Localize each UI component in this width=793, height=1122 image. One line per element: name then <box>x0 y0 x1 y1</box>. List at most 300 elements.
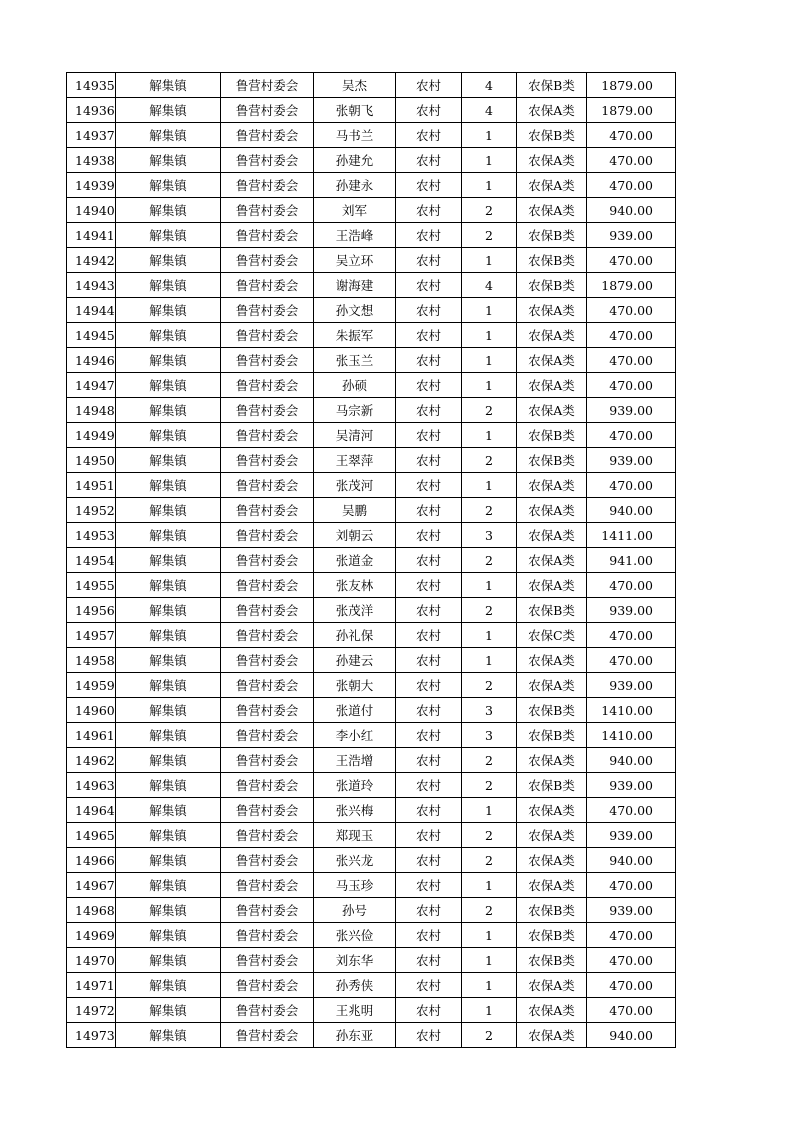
table-row <box>67 123 676 148</box>
family-size-cell: 1 <box>462 298 517 323</box>
table-row <box>67 448 676 473</box>
family-size-cell: 1 <box>462 798 517 823</box>
town-cell: 解集镇 <box>116 898 221 923</box>
village-committee-cell: 鲁营村委会 <box>221 1023 314 1048</box>
household-type-cell: 农村 <box>396 698 462 723</box>
table-row <box>67 973 676 998</box>
household-type-cell: 农村 <box>396 923 462 948</box>
household-type-cell: 农村 <box>396 623 462 648</box>
serial-number-cell: 14946 <box>67 348 116 373</box>
town-cell: 解集镇 <box>116 823 221 848</box>
name-cell: 吴杰 <box>314 73 396 98</box>
insurance-category-cell: 农保B类 <box>517 423 587 448</box>
household-type-cell: 农村 <box>396 848 462 873</box>
town-cell: 解集镇 <box>116 473 221 498</box>
village-committee-cell: 鲁营村委会 <box>221 948 314 973</box>
town-cell: 解集镇 <box>116 248 221 273</box>
table-row <box>67 748 676 773</box>
family-size-cell: 1 <box>462 348 517 373</box>
village-committee-cell: 鲁营村委会 <box>221 848 314 873</box>
amount-cell: 1411.00 <box>587 523 676 548</box>
serial-number-cell: 14952 <box>67 498 116 523</box>
table-row <box>67 948 676 973</box>
table-row <box>67 548 676 573</box>
insurance-category-cell: 农保A类 <box>517 323 587 348</box>
village-committee-cell: 鲁营村委会 <box>221 723 314 748</box>
name-cell: 吴鹏 <box>314 498 396 523</box>
family-size-cell: 2 <box>462 673 517 698</box>
amount-cell: 1879.00 <box>587 73 676 98</box>
serial-number-cell: 14948 <box>67 398 116 423</box>
amount-cell: 939.00 <box>587 223 676 248</box>
table-body <box>67 73 676 1048</box>
table-row <box>67 873 676 898</box>
amount-cell: 470.00 <box>587 948 676 973</box>
table-row <box>67 823 676 848</box>
insurance-category-cell: 农保A类 <box>517 348 587 373</box>
name-cell: 张茂洋 <box>314 598 396 623</box>
town-cell: 解集镇 <box>116 673 221 698</box>
town-cell: 解集镇 <box>116 773 221 798</box>
table-row <box>67 798 676 823</box>
household-type-cell: 农村 <box>396 648 462 673</box>
insurance-category-cell: 农保A类 <box>517 973 587 998</box>
town-cell: 解集镇 <box>116 373 221 398</box>
family-size-cell: 1 <box>462 423 517 448</box>
household-type-cell: 农村 <box>396 298 462 323</box>
table-row <box>67 723 676 748</box>
household-type-cell: 农村 <box>396 198 462 223</box>
table-row <box>67 848 676 873</box>
serial-number-cell: 14947 <box>67 373 116 398</box>
town-cell: 解集镇 <box>116 273 221 298</box>
family-size-cell: 1 <box>462 998 517 1023</box>
insurance-category-cell: 农保B类 <box>517 123 587 148</box>
serial-number-cell: 14951 <box>67 473 116 498</box>
insurance-category-cell: 农保B类 <box>517 923 587 948</box>
family-size-cell: 2 <box>462 823 517 848</box>
village-committee-cell: 鲁营村委会 <box>221 873 314 898</box>
family-size-cell: 1 <box>462 623 517 648</box>
village-committee-cell: 鲁营村委会 <box>221 548 314 573</box>
town-cell: 解集镇 <box>116 73 221 98</box>
insurance-category-cell: 农保A类 <box>517 398 587 423</box>
table-row <box>67 423 676 448</box>
town-cell: 解集镇 <box>116 848 221 873</box>
insurance-category-cell: 农保A类 <box>517 673 587 698</box>
town-cell: 解集镇 <box>116 973 221 998</box>
town-cell: 解集镇 <box>116 398 221 423</box>
serial-number-cell: 14962 <box>67 748 116 773</box>
insurance-category-cell: 农保A类 <box>517 798 587 823</box>
name-cell: 张道玲 <box>314 773 396 798</box>
insurance-category-cell: 农保A类 <box>517 648 587 673</box>
name-cell: 孙礼保 <box>314 623 396 648</box>
amount-cell: 470.00 <box>587 798 676 823</box>
amount-cell: 470.00 <box>587 573 676 598</box>
serial-number-cell: 14954 <box>67 548 116 573</box>
insurance-category-cell: 农保B类 <box>517 723 587 748</box>
household-type-cell: 农村 <box>396 423 462 448</box>
insurance-category-cell: 农保B类 <box>517 73 587 98</box>
village-committee-cell: 鲁营村委会 <box>221 248 314 273</box>
family-size-cell: 2 <box>462 223 517 248</box>
serial-number-cell: 14949 <box>67 423 116 448</box>
name-cell: 孙号 <box>314 898 396 923</box>
family-size-cell: 2 <box>462 773 517 798</box>
household-type-cell: 农村 <box>396 273 462 298</box>
amount-cell: 939.00 <box>587 673 676 698</box>
village-committee-cell: 鲁营村委会 <box>221 323 314 348</box>
village-committee-cell: 鲁营村委会 <box>221 998 314 1023</box>
name-cell: 刘东华 <box>314 948 396 973</box>
village-committee-cell: 鲁营村委会 <box>221 298 314 323</box>
household-type-cell: 农村 <box>396 498 462 523</box>
name-cell: 吴清河 <box>314 423 396 448</box>
village-committee-cell: 鲁营村委会 <box>221 648 314 673</box>
table-row <box>67 323 676 348</box>
table-row <box>67 898 676 923</box>
table-row <box>67 373 676 398</box>
amount-cell: 940.00 <box>587 748 676 773</box>
family-size-cell: 3 <box>462 723 517 748</box>
serial-number-cell: 14958 <box>67 648 116 673</box>
family-size-cell: 1 <box>462 173 517 198</box>
village-committee-cell: 鲁营村委会 <box>221 198 314 223</box>
family-size-cell: 1 <box>462 323 517 348</box>
insurance-category-cell: 农保A类 <box>517 498 587 523</box>
household-type-cell: 农村 <box>396 523 462 548</box>
amount-cell: 939.00 <box>587 598 676 623</box>
insurance-category-cell: 农保B类 <box>517 598 587 623</box>
town-cell: 解集镇 <box>116 523 221 548</box>
table-row <box>67 73 676 98</box>
serial-number-cell: 14940 <box>67 198 116 223</box>
town-cell: 解集镇 <box>116 623 221 648</box>
amount-cell: 470.00 <box>587 473 676 498</box>
table-row <box>67 1023 676 1048</box>
insurance-category-cell: 农保A类 <box>517 823 587 848</box>
table-row <box>67 923 676 948</box>
insurance-category-cell: 农保B类 <box>517 448 587 473</box>
serial-number-cell: 14960 <box>67 698 116 723</box>
household-type-cell: 农村 <box>396 723 462 748</box>
town-cell: 解集镇 <box>116 498 221 523</box>
town-cell: 解集镇 <box>116 998 221 1023</box>
village-committee-cell: 鲁营村委会 <box>221 473 314 498</box>
serial-number-cell: 14957 <box>67 623 116 648</box>
town-cell: 解集镇 <box>116 648 221 673</box>
family-size-cell: 1 <box>462 923 517 948</box>
serial-number-cell: 14953 <box>67 523 116 548</box>
insurance-category-cell: 农保A类 <box>517 523 587 548</box>
family-size-cell: 1 <box>462 573 517 598</box>
serial-number-cell: 14967 <box>67 873 116 898</box>
serial-number-cell: 14968 <box>67 898 116 923</box>
family-size-cell: 1 <box>462 148 517 173</box>
name-cell: 张道金 <box>314 548 396 573</box>
family-size-cell: 1 <box>462 248 517 273</box>
table-row <box>67 148 676 173</box>
village-committee-cell: 鲁营村委会 <box>221 923 314 948</box>
town-cell: 解集镇 <box>116 173 221 198</box>
town-cell: 解集镇 <box>116 723 221 748</box>
table-row <box>67 623 676 648</box>
household-type-cell: 农村 <box>396 773 462 798</box>
village-committee-cell: 鲁营村委会 <box>221 273 314 298</box>
name-cell: 孙建云 <box>314 648 396 673</box>
name-cell: 孙文想 <box>314 298 396 323</box>
serial-number-cell: 14969 <box>67 923 116 948</box>
village-committee-cell: 鲁营村委会 <box>221 798 314 823</box>
insurance-category-cell: 农保A类 <box>517 98 587 123</box>
household-type-cell: 农村 <box>396 798 462 823</box>
name-cell: 孙建永 <box>314 173 396 198</box>
family-size-cell: 1 <box>462 473 517 498</box>
household-type-cell: 农村 <box>396 873 462 898</box>
family-size-cell: 2 <box>462 548 517 573</box>
table-row <box>67 173 676 198</box>
household-type-cell: 农村 <box>396 148 462 173</box>
town-cell: 解集镇 <box>116 923 221 948</box>
household-type-cell: 农村 <box>396 998 462 1023</box>
town-cell: 解集镇 <box>116 348 221 373</box>
town-cell: 解集镇 <box>116 1023 221 1048</box>
insurance-category-cell: 农保A类 <box>517 573 587 598</box>
name-cell: 王浩增 <box>314 748 396 773</box>
village-committee-cell: 鲁营村委会 <box>221 823 314 848</box>
family-size-cell: 2 <box>462 398 517 423</box>
village-committee-cell: 鲁营村委会 <box>221 148 314 173</box>
amount-cell: 939.00 <box>587 823 676 848</box>
serial-number-cell: 14956 <box>67 598 116 623</box>
serial-number-cell: 14942 <box>67 248 116 273</box>
amount-cell: 470.00 <box>587 323 676 348</box>
insurance-category-cell: 农保B类 <box>517 898 587 923</box>
name-cell: 马书兰 <box>314 123 396 148</box>
family-size-cell: 2 <box>462 848 517 873</box>
name-cell: 谢海建 <box>314 273 396 298</box>
household-type-cell: 农村 <box>396 248 462 273</box>
table-row <box>67 773 676 798</box>
amount-cell: 1410.00 <box>587 723 676 748</box>
town-cell: 解集镇 <box>116 573 221 598</box>
village-committee-cell: 鲁营村委会 <box>221 698 314 723</box>
insurance-category-cell: 农保B类 <box>517 698 587 723</box>
amount-cell: 470.00 <box>587 923 676 948</box>
household-type-cell: 农村 <box>396 1023 462 1048</box>
amount-cell: 470.00 <box>587 248 676 273</box>
village-committee-cell: 鲁营村委会 <box>221 498 314 523</box>
table-row <box>67 348 676 373</box>
insurance-category-cell: 农保A类 <box>517 148 587 173</box>
name-cell: 孙秀侠 <box>314 973 396 998</box>
table-row <box>67 298 676 323</box>
insurance-category-cell: 农保A类 <box>517 998 587 1023</box>
insurance-category-cell: 农保C类 <box>517 623 587 648</box>
town-cell: 解集镇 <box>116 948 221 973</box>
name-cell: 郑现玉 <box>314 823 396 848</box>
family-size-cell: 4 <box>462 273 517 298</box>
town-cell: 解集镇 <box>116 798 221 823</box>
town-cell: 解集镇 <box>116 298 221 323</box>
serial-number-cell: 14963 <box>67 773 116 798</box>
amount-cell: 940.00 <box>587 848 676 873</box>
name-cell: 李小红 <box>314 723 396 748</box>
family-size-cell: 3 <box>462 523 517 548</box>
household-type-cell: 农村 <box>396 898 462 923</box>
household-type-cell: 农村 <box>396 823 462 848</box>
name-cell: 刘朝云 <box>314 523 396 548</box>
name-cell: 张玉兰 <box>314 348 396 373</box>
table-row <box>67 698 676 723</box>
village-committee-cell: 鲁营村委会 <box>221 173 314 198</box>
table-row <box>67 573 676 598</box>
household-type-cell: 农村 <box>396 73 462 98</box>
amount-cell: 939.00 <box>587 898 676 923</box>
name-cell: 王浩峰 <box>314 223 396 248</box>
village-committee-cell: 鲁营村委会 <box>221 73 314 98</box>
table-row <box>67 98 676 123</box>
family-size-cell: 4 <box>462 73 517 98</box>
village-committee-cell: 鲁营村委会 <box>221 573 314 598</box>
serial-number-cell: 14945 <box>67 323 116 348</box>
town-cell: 解集镇 <box>116 148 221 173</box>
household-type-cell: 农村 <box>396 573 462 598</box>
amount-cell: 470.00 <box>587 873 676 898</box>
serial-number-cell: 14943 <box>67 273 116 298</box>
name-cell: 张朝大 <box>314 673 396 698</box>
serial-number-cell: 14972 <box>67 998 116 1023</box>
amount-cell: 470.00 <box>587 423 676 448</box>
family-size-cell: 2 <box>462 598 517 623</box>
town-cell: 解集镇 <box>116 748 221 773</box>
village-committee-cell: 鲁营村委会 <box>221 98 314 123</box>
name-cell: 张兴俭 <box>314 923 396 948</box>
household-type-cell: 农村 <box>396 398 462 423</box>
town-cell: 解集镇 <box>116 548 221 573</box>
name-cell: 孙硕 <box>314 373 396 398</box>
household-type-cell: 农村 <box>396 348 462 373</box>
insurance-category-cell: 农保A类 <box>517 873 587 898</box>
table-row <box>67 223 676 248</box>
serial-number-cell: 14966 <box>67 848 116 873</box>
name-cell: 张友林 <box>314 573 396 598</box>
table-row <box>67 598 676 623</box>
household-type-cell: 农村 <box>396 948 462 973</box>
amount-cell: 470.00 <box>587 123 676 148</box>
household-type-cell: 农村 <box>396 448 462 473</box>
amount-cell: 470.00 <box>587 348 676 373</box>
family-size-cell: 2 <box>462 898 517 923</box>
serial-number-cell: 14964 <box>67 798 116 823</box>
household-type-cell: 农村 <box>396 598 462 623</box>
insurance-category-cell: 农保A类 <box>517 848 587 873</box>
family-size-cell: 2 <box>462 498 517 523</box>
town-cell: 解集镇 <box>116 423 221 448</box>
family-size-cell: 2 <box>462 198 517 223</box>
serial-number-cell: 14935 <box>67 73 116 98</box>
household-type-cell: 农村 <box>396 323 462 348</box>
name-cell: 张兴龙 <box>314 848 396 873</box>
name-cell: 张茂河 <box>314 473 396 498</box>
amount-cell: 470.00 <box>587 373 676 398</box>
amount-cell: 940.00 <box>587 198 676 223</box>
insurance-category-cell: 农保A类 <box>517 1023 587 1048</box>
family-size-cell: 1 <box>462 973 517 998</box>
name-cell: 张道付 <box>314 698 396 723</box>
name-cell: 张朝飞 <box>314 98 396 123</box>
table-row <box>67 998 676 1023</box>
amount-cell: 470.00 <box>587 648 676 673</box>
name-cell: 王兆明 <box>314 998 396 1023</box>
village-committee-cell: 鲁营村委会 <box>221 223 314 248</box>
family-size-cell: 2 <box>462 1023 517 1048</box>
serial-number-cell: 14950 <box>67 448 116 473</box>
serial-number-cell: 14939 <box>67 173 116 198</box>
amount-cell: 470.00 <box>587 298 676 323</box>
name-cell: 王翠萍 <box>314 448 396 473</box>
amount-cell: 941.00 <box>587 548 676 573</box>
serial-number-cell: 14938 <box>67 148 116 173</box>
town-cell: 解集镇 <box>116 448 221 473</box>
name-cell: 朱振军 <box>314 323 396 348</box>
insurance-category-cell: 农保B类 <box>517 773 587 798</box>
insurance-category-cell: 农保B类 <box>517 248 587 273</box>
village-committee-cell: 鲁营村委会 <box>221 623 314 648</box>
village-committee-cell: 鲁营村委会 <box>221 973 314 998</box>
household-type-cell: 农村 <box>396 173 462 198</box>
village-committee-cell: 鲁营村委会 <box>221 398 314 423</box>
name-cell: 吴立环 <box>314 248 396 273</box>
serial-number-cell: 14959 <box>67 673 116 698</box>
village-committee-cell: 鲁营村委会 <box>221 773 314 798</box>
amount-cell: 1410.00 <box>587 698 676 723</box>
serial-number-cell: 14936 <box>67 98 116 123</box>
family-size-cell: 4 <box>462 98 517 123</box>
family-size-cell: 1 <box>462 373 517 398</box>
amount-cell: 939.00 <box>587 773 676 798</box>
serial-number-cell: 14937 <box>67 123 116 148</box>
insurance-category-cell: 农保A类 <box>517 748 587 773</box>
household-type-cell: 农村 <box>396 98 462 123</box>
table-row <box>67 648 676 673</box>
serial-number-cell: 14941 <box>67 223 116 248</box>
household-type-cell: 农村 <box>396 548 462 573</box>
insurance-category-cell: 农保A类 <box>517 298 587 323</box>
name-cell: 马玉珍 <box>314 873 396 898</box>
serial-number-cell: 14955 <box>67 573 116 598</box>
amount-cell: 470.00 <box>587 173 676 198</box>
insurance-category-cell: 农保B类 <box>517 223 587 248</box>
table-row <box>67 398 676 423</box>
serial-number-cell: 14971 <box>67 973 116 998</box>
village-committee-cell: 鲁营村委会 <box>221 123 314 148</box>
name-cell: 张兴梅 <box>314 798 396 823</box>
household-type-cell: 农村 <box>396 973 462 998</box>
amount-cell: 939.00 <box>587 448 676 473</box>
table-row <box>67 498 676 523</box>
amount-cell: 940.00 <box>587 1023 676 1048</box>
serial-number-cell: 14973 <box>67 1023 116 1048</box>
relief-roster-table <box>66 72 676 1048</box>
name-cell: 马宗新 <box>314 398 396 423</box>
village-committee-cell: 鲁营村委会 <box>221 898 314 923</box>
village-committee-cell: 鲁营村委会 <box>221 448 314 473</box>
table-row <box>67 273 676 298</box>
amount-cell: 1879.00 <box>587 98 676 123</box>
town-cell: 解集镇 <box>116 198 221 223</box>
